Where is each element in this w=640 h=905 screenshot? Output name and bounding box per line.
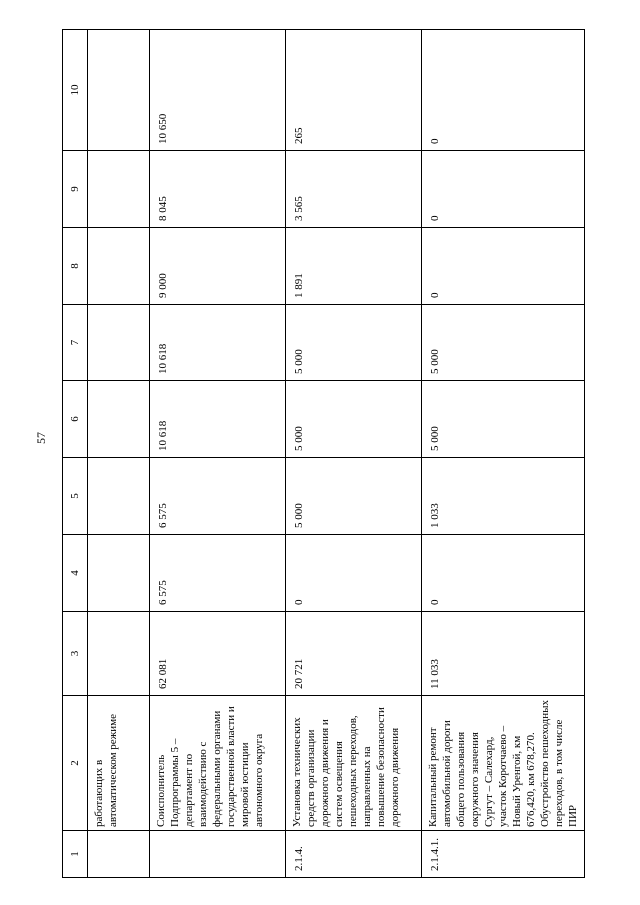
value-cell: 1 891 bbox=[286, 228, 422, 305]
value-cell: 1 033 bbox=[422, 458, 585, 535]
row-number-cell: 2.1.4. bbox=[286, 831, 422, 878]
value-cell: 8 045 bbox=[150, 151, 286, 228]
budget-table-container bbox=[62, 30, 579, 878]
row-number-cell bbox=[88, 831, 150, 878]
value-cell: 3 565 bbox=[286, 151, 422, 228]
value-cell: 11 033 bbox=[422, 612, 585, 696]
value-cell: 62 081 bbox=[150, 612, 286, 696]
row-name-cell: Соисполнитель Подпрограммы 5 – департамент по взаимодействию с федеральными органами государственной власти и мировой юстиции автономного округа bbox=[150, 696, 286, 831]
value-cell: 0 bbox=[422, 535, 585, 612]
page-number: 57 bbox=[34, 432, 48, 444]
value-cell: 0 bbox=[286, 535, 422, 612]
table-row bbox=[88, 30, 150, 878]
header-cell: 9 bbox=[63, 151, 88, 228]
value-cell: 5 000 bbox=[286, 305, 422, 381]
value-cell: 6 575 bbox=[150, 458, 286, 535]
value-cell: 20 721 bbox=[286, 612, 422, 696]
value-cell: 0 bbox=[422, 30, 585, 151]
header-cell: 2 bbox=[63, 696, 88, 831]
value-cell: 5 000 bbox=[286, 458, 422, 535]
header-cell: 10 bbox=[63, 30, 88, 151]
header-cell: 8 bbox=[63, 228, 88, 305]
value-cell bbox=[88, 458, 150, 535]
row-number-cell bbox=[150, 831, 286, 878]
header-cell: 7 bbox=[63, 305, 88, 381]
value-cell: 5 000 bbox=[286, 381, 422, 458]
row-number-cell: 2.1.4.1. bbox=[422, 831, 585, 878]
table-row bbox=[286, 30, 422, 878]
header-cell: 5 bbox=[63, 458, 88, 535]
value-cell: 10 650 bbox=[150, 30, 286, 151]
table-row bbox=[150, 30, 286, 878]
value-cell: 0 bbox=[422, 151, 585, 228]
value-cell: 0 bbox=[422, 228, 585, 305]
header-cell: 3 bbox=[63, 612, 88, 696]
value-cell: 265 bbox=[286, 30, 422, 151]
value-cell: 6 575 bbox=[150, 535, 286, 612]
header-row bbox=[63, 30, 88, 878]
value-cell bbox=[88, 612, 150, 696]
header-cell: 1 bbox=[63, 831, 88, 878]
row-name-cell: Капитальный ремонт автомобильной дороги общего пользования окружного значения Сургут – Салехард, участок Коротчаево – Новый Уренгой, км 676,420, км 678,270. Обустройство пешеходных переходов, в том числе ПИР bbox=[422, 696, 585, 831]
value-cell bbox=[88, 305, 150, 381]
value-cell: 10 618 bbox=[150, 305, 286, 381]
budget-table bbox=[62, 29, 585, 878]
value-cell: 10 618 bbox=[150, 381, 286, 458]
value-cell bbox=[88, 30, 150, 151]
value-cell: 5 000 bbox=[422, 305, 585, 381]
header-cell: 4 bbox=[63, 535, 88, 612]
header-cell: 6 bbox=[63, 381, 88, 458]
value-cell: 5 000 bbox=[422, 381, 585, 458]
row-name-cell: Установка технических средств организации дорожного движения и систем освещения пешеходных переходов, направленных на повышение безопасности дорожного движения bbox=[286, 696, 422, 831]
value-cell bbox=[88, 228, 150, 305]
value-cell: 9 000 bbox=[150, 228, 286, 305]
row-name-cell: работающих в автоматическом режиме bbox=[88, 696, 150, 831]
table-row bbox=[422, 30, 585, 878]
value-cell bbox=[88, 535, 150, 612]
value-cell bbox=[88, 151, 150, 228]
value-cell bbox=[88, 381, 150, 458]
